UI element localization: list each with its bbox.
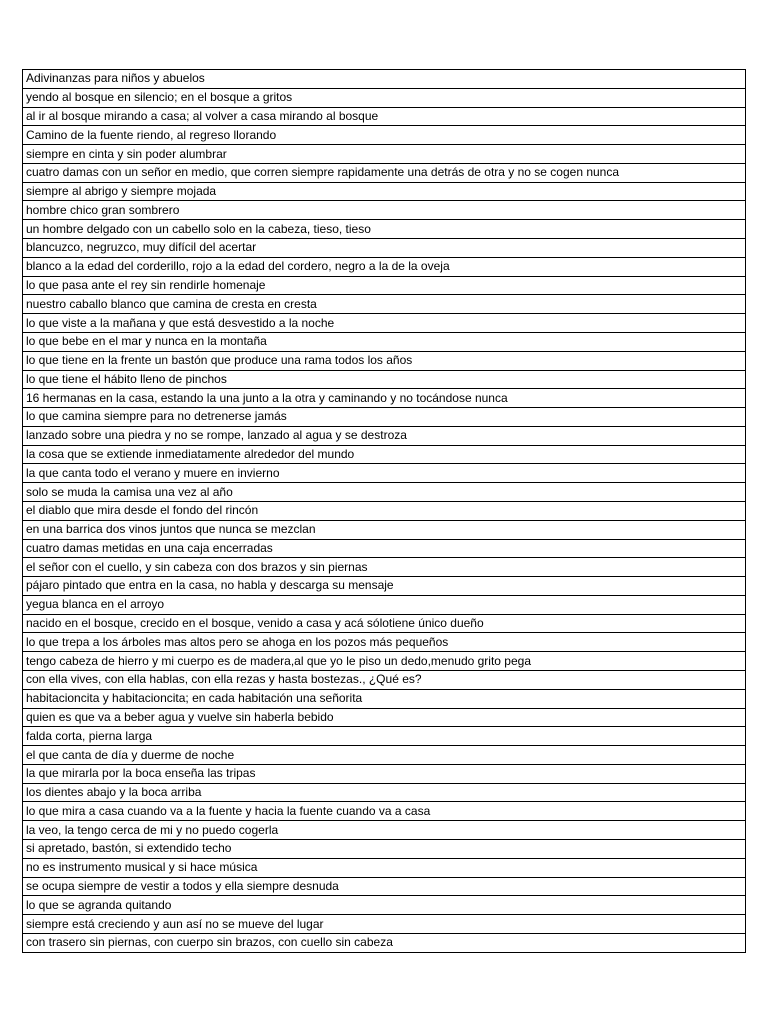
table-row	[23, 783, 746, 802]
table-row	[23, 896, 746, 915]
riddle-cell[interactable]: pájaro pintado que entra en la casa, no habla y descarga su mensaje	[23, 577, 746, 596]
riddle-cell[interactable]: lo que bebe en el mar y nunca en la montaña	[23, 332, 746, 351]
riddle-cell[interactable]: la cosa que se extiende inmediatamente alrededor del mundo	[23, 445, 746, 464]
riddle-cell[interactable]: la que mirarla por la boca enseña las tripas	[23, 764, 746, 783]
riddle-cell[interactable]: falda corta, pierna larga	[23, 727, 746, 746]
riddle-cell[interactable]: cuatro damas con un señor en medio, que corren siempre rapidamente una detrás de otra y no se cogen nunca	[23, 163, 746, 182]
riddle-cell[interactable]: los dientes abajo y la boca arriba	[23, 783, 746, 802]
table-row	[23, 539, 746, 558]
riddle-cell[interactable]: un hombre delgado con un cabello solo en la cabeza, tieso, tieso	[23, 220, 746, 239]
table-row	[23, 840, 746, 859]
table-row	[23, 426, 746, 445]
riddle-cell[interactable]: blancuzco, negruzco, muy difícil del acertar	[23, 239, 746, 258]
table-row	[23, 764, 746, 783]
riddle-cell[interactable]: siempre en cinta y sin poder alumbrar	[23, 145, 746, 164]
riddle-cell[interactable]: lo que pasa ante el rey sin rendirle homenaje	[23, 276, 746, 295]
table-row	[23, 933, 746, 952]
riddles-table-body	[23, 70, 746, 953]
table-row	[23, 520, 746, 539]
riddle-cell[interactable]: lo que trepa a los árboles mas altos pero se ahoga en los pozos más pequeños	[23, 633, 746, 652]
riddle-cell[interactable]: tengo cabeza de hierro y mi cuerpo es de madera,al que yo le piso un dedo,menudo grito pega	[23, 652, 746, 671]
table-row	[23, 614, 746, 633]
riddle-cell[interactable]: yegua blanca en el arroyo	[23, 595, 746, 614]
table-row	[23, 671, 746, 690]
riddle-cell[interactable]: habitacioncita y habitacioncita; en cada habitación una señorita	[23, 689, 746, 708]
table-row	[23, 107, 746, 126]
riddle-cell[interactable]: con ella vives, con ella hablas, con ella rezas y hasta bostezas., ¿Qué es?	[23, 671, 746, 690]
sheet-title-cell[interactable]: Adivinanzas para niños y abuelos	[23, 70, 746, 89]
table-row	[23, 577, 746, 596]
riddle-cell[interactable]: yendo al bosque en silencio; en el bosque a gritos	[23, 88, 746, 107]
table-row	[23, 145, 746, 164]
riddle-cell[interactable]: se ocupa siempre de vestir a todos y ella siempre desnuda	[23, 877, 746, 896]
riddle-cell[interactable]: cuatro damas metidas en una caja encerradas	[23, 539, 746, 558]
table-row	[23, 276, 746, 295]
riddle-cell[interactable]: al ir al bosque mirando a casa; al volver a casa mirando al bosque	[23, 107, 746, 126]
riddle-cell[interactable]: quien es que va a beber agua y vuelve sin haberla bebido	[23, 708, 746, 727]
table-row	[23, 652, 746, 671]
riddle-cell[interactable]: siempre está creciendo y aun así no se mueve del lugar	[23, 915, 746, 934]
table-row	[23, 501, 746, 520]
riddle-cell[interactable]: nacido en el bosque, crecido en el bosque, venido a casa y acá sólotiene único dueño	[23, 614, 746, 633]
table-row	[23, 408, 746, 427]
riddle-cell[interactable]: lo que tiene en la frente un bastón que produce una rama todos los años	[23, 351, 746, 370]
riddle-cell[interactable]: Camino de la fuente riendo, al regreso llorando	[23, 126, 746, 145]
table-row	[23, 821, 746, 840]
table-row	[23, 877, 746, 896]
table-row	[23, 802, 746, 821]
riddle-cell[interactable]: lo que tiene el hábito lleno de pinchos	[23, 370, 746, 389]
riddle-cell[interactable]: el que canta de día y duerme de noche	[23, 746, 746, 765]
riddle-cell[interactable]: nuestro caballo blanco que camina de cresta en cresta	[23, 295, 746, 314]
table-row	[23, 915, 746, 934]
table-row	[23, 163, 746, 182]
riddle-cell[interactable]: si apretado, bastón, si extendido techo	[23, 840, 746, 859]
riddle-cell[interactable]: lanzado sobre una piedra y no se rompe, lanzado al agua y se destroza	[23, 426, 746, 445]
table-row	[23, 220, 746, 239]
table-row	[23, 201, 746, 220]
riddle-cell[interactable]: hombre chico gran sombrero	[23, 201, 746, 220]
table-row	[23, 464, 746, 483]
table-row	[23, 126, 746, 145]
riddle-cell[interactable]: lo que se agranda quitando	[23, 896, 746, 915]
table-row	[23, 70, 746, 89]
riddle-cell[interactable]: en una barrica dos vinos juntos que nunca se mezclan	[23, 520, 746, 539]
riddle-cell[interactable]: no es instrumento musical y si hace música	[23, 858, 746, 877]
table-row	[23, 370, 746, 389]
table-row	[23, 689, 746, 708]
riddle-cell[interactable]: la veo, la tengo cerca de mi y no puedo cogerla	[23, 821, 746, 840]
riddle-cell[interactable]: 16 hermanas en la casa, estando la una junto a la otra y caminando y no tocándose nunca	[23, 389, 746, 408]
riddle-cell[interactable]: con trasero sin piernas, con cuerpo sin brazos, con cuello sin cabeza	[23, 933, 746, 952]
riddle-cell[interactable]: la que canta todo el verano y muere en invierno	[23, 464, 746, 483]
table-row	[23, 239, 746, 258]
riddle-cell[interactable]: siempre al abrigo y siempre mojada	[23, 182, 746, 201]
table-row	[23, 746, 746, 765]
table-row	[23, 182, 746, 201]
table-row	[23, 332, 746, 351]
riddle-cell[interactable]: el señor con el cuello, y sin cabeza con dos brazos y sin piernas	[23, 558, 746, 577]
table-row	[23, 727, 746, 746]
riddles-table	[22, 69, 746, 953]
table-row	[23, 257, 746, 276]
table-row	[23, 295, 746, 314]
table-row	[23, 558, 746, 577]
riddle-cell[interactable]: el diablo que mira desde el fondo del rincón	[23, 501, 746, 520]
table-row	[23, 858, 746, 877]
table-row	[23, 351, 746, 370]
riddle-cell[interactable]: lo que mira a casa cuando va a la fuente y hacia la fuente cuando va a casa	[23, 802, 746, 821]
table-row	[23, 445, 746, 464]
riddle-cell[interactable]: lo que camina siempre para no detrenerse jamás	[23, 408, 746, 427]
riddle-cell[interactable]: solo se muda la camisa una vez al año	[23, 483, 746, 502]
table-row	[23, 483, 746, 502]
table-row	[23, 389, 746, 408]
table-row	[23, 595, 746, 614]
table-row	[23, 708, 746, 727]
riddle-cell[interactable]: blanco a la edad del corderillo, rojo a la edad del cordero, negro a la de la oveja	[23, 257, 746, 276]
table-row	[23, 314, 746, 333]
table-row	[23, 633, 746, 652]
table-row	[23, 88, 746, 107]
riddle-cell[interactable]: lo que viste a la mañana y que está desvestido a la noche	[23, 314, 746, 333]
